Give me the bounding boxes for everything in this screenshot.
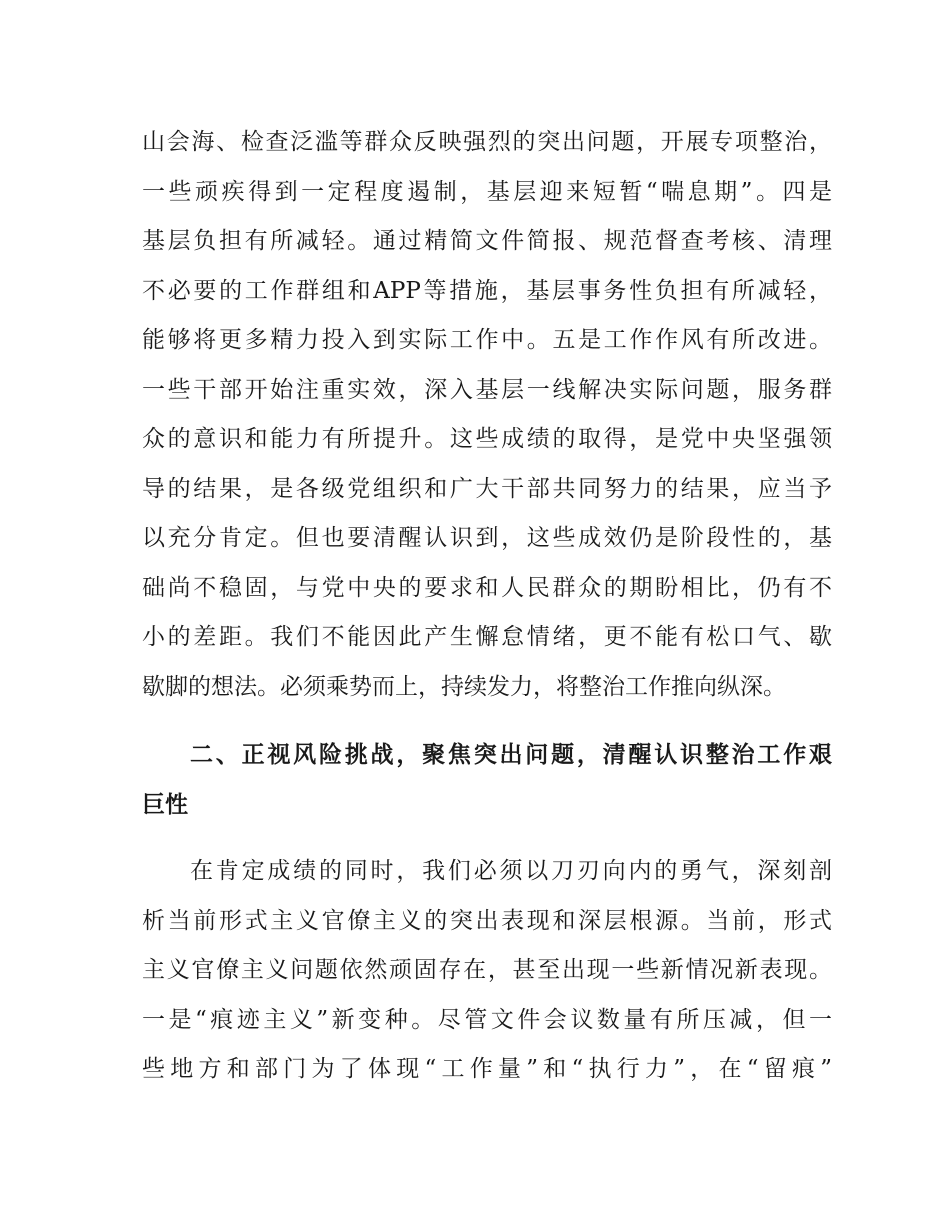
text-line: 山会海、检查泛滥等群众反映强烈的突出问题，开展专项整治， xyxy=(142,129,832,155)
text-line: 小的差距。我们不能因此产生懈怠情绪，更不能有松口气、歇 xyxy=(142,624,832,650)
text-line: 在肯定成绩的同时，我们必须以刀刃向内的勇气，深刻剖 xyxy=(190,858,832,884)
body-paragraph-2 xyxy=(142,847,832,1095)
text-line: 些地方和部门为了体现“工作量”和“执行力”，在“留痕” xyxy=(142,1056,832,1082)
text-line: 众的意识和能力有所提升。这些成绩的取得，是党中央坚强领 xyxy=(142,426,832,452)
document-page xyxy=(142,118,832,1095)
text-line: 一些顽疾得到一定程度遏制，基层迎来短暂“喘息期”。四是 xyxy=(142,178,832,205)
text-line: 导的结果，是各级党组织和广大干部共同努力的结果，应当予 xyxy=(142,475,832,502)
heading-line: 巨性 xyxy=(142,792,188,818)
text-line: 不必要的工作群组和APP等措施，基层事务性负担有所减轻， xyxy=(142,277,832,304)
text-line: 一是“痕迹主义”新变种。尽管文件会议数量有所压减，但一 xyxy=(142,1006,832,1033)
text-line: 主义官僚主义问题依然顽固存在，甚至出现一些新情况新表现。 xyxy=(142,957,832,983)
text-line: 础尚不稳固，与党中央的要求和人民群众的期盼相比，仍有不 xyxy=(142,574,832,601)
text-line: 歇脚的想法。必须乘势而上，持续发力，将整治工作推向纵深。 xyxy=(142,673,786,700)
text-line: 一些干部开始注重实效，深入基层一线解决实际问题，服务群 xyxy=(142,376,832,403)
text-line: 以充分肯定。但也要清醒认识到，这些成效仍是阶段性的，基 xyxy=(142,525,832,551)
heading-line: 二、正视风险挑战，聚焦突出问题，清醒认识整治工作艰 xyxy=(190,742,832,768)
text-line: 基层负担有所减轻。通过精简文件简报、规范督查考核、清理 xyxy=(142,228,832,254)
text-line: 析当前形式主义官僚主义的突出表现和深层根源。当前，形式 xyxy=(142,907,832,934)
body-paragraph-1 xyxy=(142,118,832,712)
text-line: 能够将更多精力投入到实际工作中。五是工作作风有所改进。 xyxy=(142,327,832,353)
section-heading xyxy=(142,730,832,830)
